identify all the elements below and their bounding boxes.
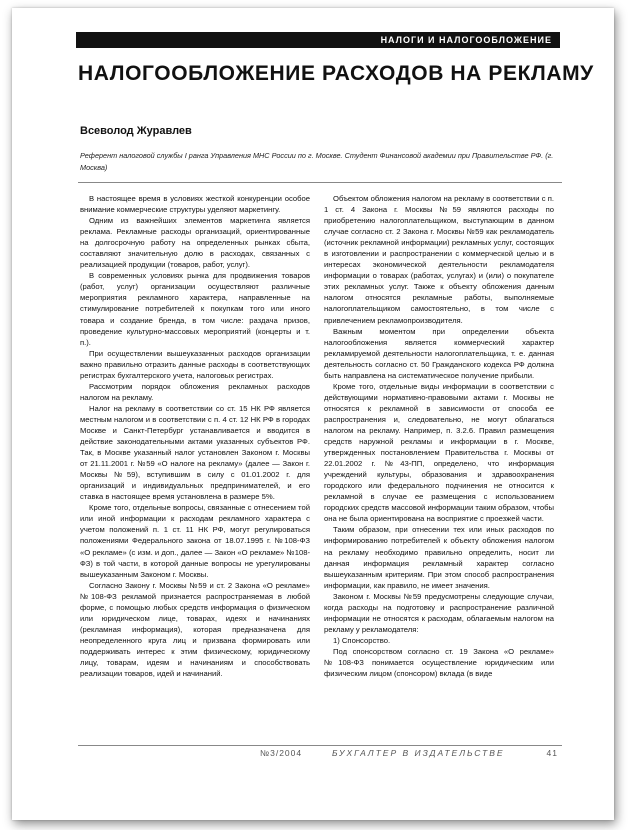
paragraph: В современных условиях рынка для продвижения товаров (работ, услуг) организации осуществляют различные мероприятия рекламного характера, направленные на стимулирование потребителей к покупкам того или иного товара и создание бренда, в том числе: раздача призов, проведение культурно-массовых мероприятий (концерты и т. п.). — [80, 271, 310, 347]
paragraph: При осуществлении вышеуказанных расходов организации важно правильно отразить данные расходы в соответствующих регистрах бухгалтерского учета, налоговых регистрах. — [80, 348, 310, 380]
article-title: НАЛОГООБЛОЖЕНИЕ РАСХОДОВ НА РЕКЛАМУ — [78, 62, 594, 85]
paragraph: Кроме того, отдельные виды информации в соответствии с действующими нормативно-правовыми актами г. Москвы не относятся к рекламной в зависимости от способа ее распространения и, следовательно, не могут облагаться налогом на рекламу. Например, п. 3.2.6. Правил размещения средств наружной рекламы и информации в г. Москве, утвержденных постановлением Правительства г. Москвы от 22.01.2002 г. №43-ПП, определено, что информация учреждений культуры, образования и здравоохранения городского или федерального подчинения не относится к рекламной в случае ее размещения с использованием городских средств массовой информации таким образом, чтобы она не была ориентирована на восприятие с проезжей части. — [324, 381, 554, 524]
article-author: Всеволод Журавлев — [80, 125, 192, 137]
page-footer — [78, 745, 562, 760]
paragraph: Под спонсорством согласно ст. 19 Закона «О рекламе» №108-ФЗ понимается осуществление юридическим или физическим лицом (спонсором) вклада (в виде — [324, 646, 554, 679]
issue-number: №3/2004 — [260, 748, 303, 758]
paragraph: 1) Спонсорство. — [333, 635, 391, 645]
paragraph: Таким образом, при отнесении тех или иных расходов по информированию потребителей к объекту обложения налогом на рекламу необходимо правильно определить, носит ли данная информация рекламный характер согласно вышеуказанным критериям. При этом способ распространения информации, как правило, не имеет значения. — [324, 525, 554, 590]
journal-name: БУХГАЛТЕР В ИЗДАТЕЛЬСТВЕ — [332, 748, 505, 758]
paragraph: В настоящее время в условиях жесткой конкуренции особое внимание коммерческие структуры уделяют маркетингу. — [80, 194, 310, 215]
text-column-left — [80, 193, 310, 745]
paragraph: Важным моментом при определении объекта налогообложения является коммерческий характер рекламируемой деятельности налогоплательщика, т. е. данная деятельность согласно ст. 50 Гражданского кодекса РФ должна быть направлена на систематическое получение прибыли. — [324, 326, 554, 380]
section-header: НАЛОГИ И НАЛОГООБЛОЖЕНИЕ — [76, 32, 560, 48]
divider — [78, 182, 562, 183]
text-column-right — [324, 193, 554, 745]
paragraph: Одним из важнейших элементов маркетинга является реклама. Рекламные расходы организаций, ориентированные на долгосрочную работу на определенных рынках сбыта, составляют значительную долю в расходах, связанных с реализацией продукции (товаров, работ, услуг). — [80, 216, 310, 270]
paragraph: Налог на рекламу в соответствии со ст. 15 НК РФ является местным налогом и в соответствии с п. 4 ст. 12 НК РФ в городах Москве и Санкт-Петербург устанавливается и вводится в действие законодательными актами указанных субъектов РФ. Так, в Москве указанный налог установлен Законом г. Москвы от 21.11.2001 г. №59 «О налоге на рекламу» (далее — Закон г. Москвы №59), вступившим в силу с 01.01.2002 г. для организаций и индивидуальных предпринимателей, и его ставка в настоящее время установлена в размере 5%. — [80, 403, 310, 502]
paragraph: Согласно Закону г. Москвы №59 и ст. 2 Закона «О рекламе» №108-ФЗ рекламой признается распространяемая в любой форме, с помощью любых средств информация о физическом или юридическом лице, товарах, идеях и начинаниях (рекламная информация), которая предназначена для неопределенного круга лиц и призвана формировать или поддерживать интерес к этим физическому, юридическому лицу, товарам, идеям и начинаниям и способствовать реализации товаров, идей и начинаний. — [80, 580, 310, 679]
paragraph: Законом г. Москвы №59 предусмотрены следующие случаи, когда расходы на подготовку и распространение различной информации не относятся к расходам, облагаемым налогом на рекламу у рекламодателя: — [324, 591, 554, 634]
paragraph: Кроме того, отдельные вопросы, связанные с отнесением той или иной информации к расходам рекламного характера с учетом положений п. 1 ст. 11 НК РФ, могут регулироваться положениями Федерального закона от 18.07.1995 г. №108-ФЗ «О рекламе» (с изм. и доп., далее — Закон «О рекламе» №108-ФЗ) в той части, в которой данные вопросы не урегулированы вышеуказанным Законом г. Москвы. — [80, 503, 310, 579]
author-affiliation: Референт налоговой службы I ранга Управления МНС России по г. Москве. Студент Финансовой академии при Правительстве РФ. (г. Москва) — [80, 151, 554, 172]
paragraph: Рассмотрим порядок обложения рекламных расходов налогом на рекламу. — [80, 381, 310, 402]
paragraph: Объектом обложения налогом на рекламу в соответствии с п. 1 ст. 4 Закона г. Москвы №59 являются расходы по приобретению налогоплательщиком, выступающим в данном случае согласно ст. 2 Закона г. Москвы №59 как рекламодатель (источник рекламной информации) рекламных услуг, состоящих в изготовлении и распространении с коммерческой целью и в интересах экономической деятельности рекламодателя информации о товарах (работах, услугах) и (или) о покупателе этих рекламных услуг. Также к объекту обложения данным налогом относятся рекламные работы, выполняемые налогоплательщиком самостоятельно, в том числе с привлечением рекламопроизводителя. — [324, 194, 554, 325]
page-number: 41 — [546, 748, 558, 758]
